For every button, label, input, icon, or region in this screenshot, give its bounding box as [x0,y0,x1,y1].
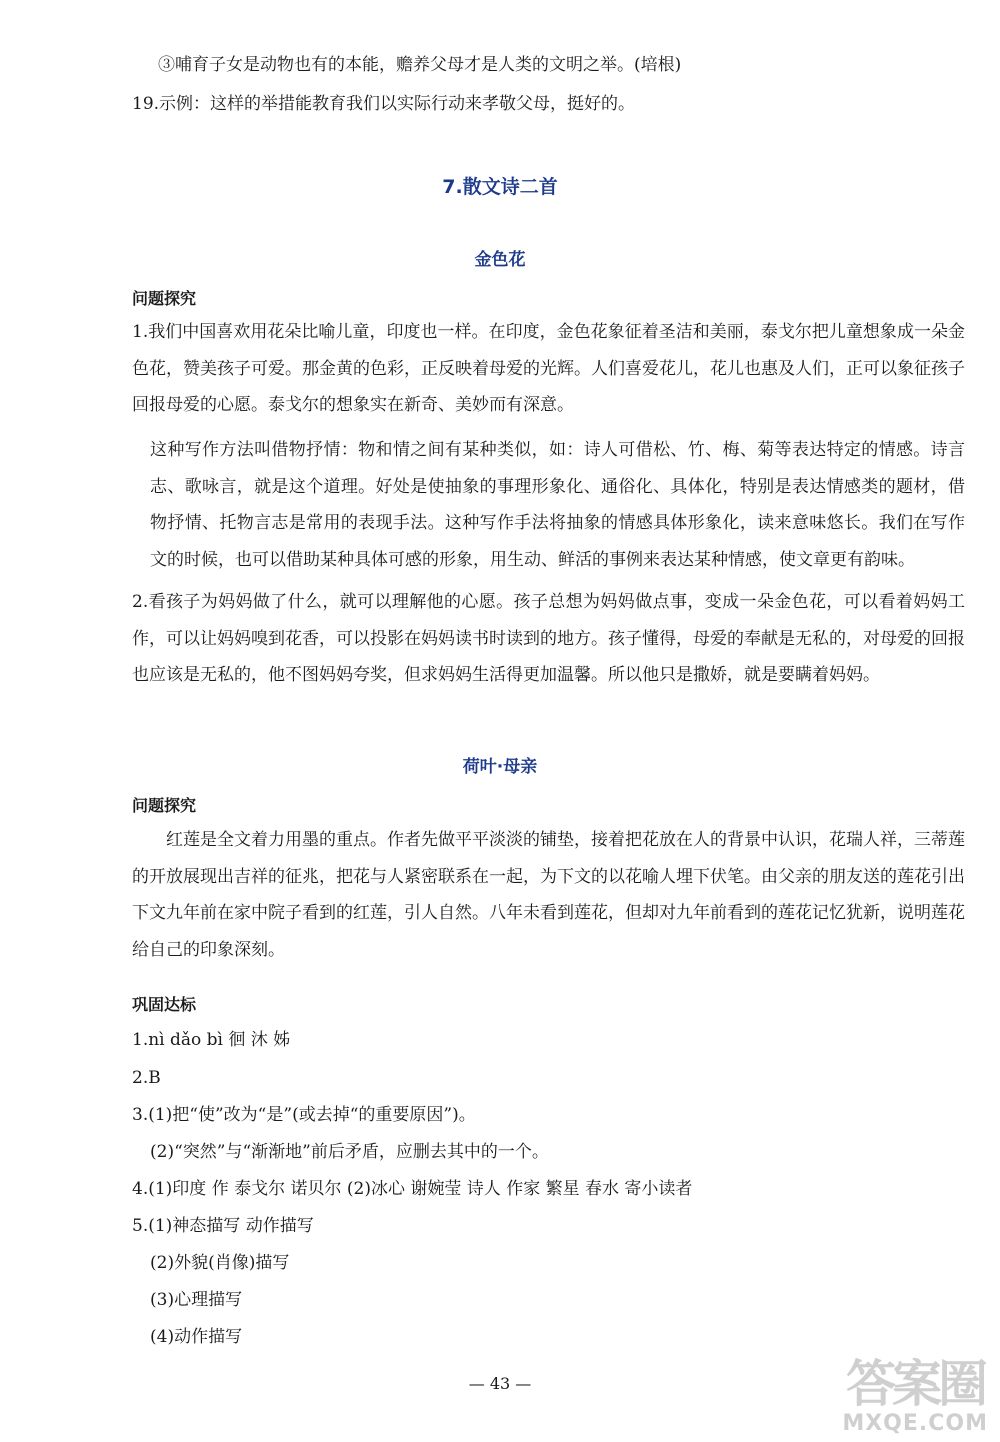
practice-answer-3-2: (2)“突然”与“渐渐地”前后矛盾，应删去其中的一个。 [150,1142,549,1162]
poem-title-lotus-mother: 荷叶·母亲 [462,757,538,777]
section-label-practice: 巩固达标 [132,995,197,1014]
watermark-url: MXQE.COM [842,1411,988,1436]
answer-2: 2.看孩子为妈妈做了什么，就可以理解他的心愿。孩子总想为妈妈做点事，变成一朵金色花，可以看着妈妈工作，可以让妈妈嗅到花香，可以投影在妈妈读书时读到的地方。孩子懂得，母爱的奉献是无私的，对母爱的回报也应该是无私的，他不图妈妈夸奖，但求妈妈生活得更加温馨。所以他只是撒娇，就是要瞒着妈妈。 [132,592,965,685]
practice-answer-5-3: (3)心理描写 [150,1290,243,1310]
quote-line: ③哺育子女是动物也有的本能，赡养父母才是人类的文明之举。(培根) [158,55,682,75]
lesson-title: 7.散文诗二首 [442,176,558,198]
watermark-logo [842,1357,988,1436]
practice-answer-2: 2.B [132,1068,161,1088]
practice-answer-5-1: 5.(1)神态描写 动作描写 [132,1216,314,1236]
practice-answer-5-4: (4)动作描写 [150,1327,243,1347]
practice-answer-5-2: (2)外貌(肖像)描写 [150,1253,290,1273]
answer-1: 1.我们中国喜欢用花朵比喻儿童，印度也一样。在印度，金色花象征着圣洁和美丽，泰戈尔把儿童想象成一朵金色花，赞美孩子可爱。那金黄的色彩，正反映着母爱的光辉。人们喜爱花儿，花儿也惠及人们，正可以象征孩子回报母爱的心愿。泰戈尔的想象实在新奇、美妙而有深意。 [132,322,965,415]
practice-answer-3-1: 3.(1)把“使”改为“是”(或去掉“的重要原因”)。 [132,1105,476,1125]
practice-answer-4: 4.(1)印度 作 泰戈尔 诺贝尔 (2)冰心 谢婉莹 诗人 作家 繁星 春水 寄小读者 [132,1179,693,1199]
answer-1-method: 这种写作方法叫借物抒情：物和情之间有某种类似，如：诗人可借松、竹、梅、菊等表达特定的情感。诗言志、歌咏言，就是这个道理。好处是使抽象的事理形象化、通俗化、具体化，特别是表达情感类的题材，借物抒情、托物言志是常用的表现手法。这种写作手法将抽象的情感具体形象化，读来意味悠长。我们在写作文的时候，也可以借助某种具体可感的形象，用生动、鲜活的事例来表达某种情感，使文章更有韵味。 [150,440,965,570]
section-label-inquiry-2: 问题探究 [132,796,197,815]
practice-answer-1: 1.nì dǎo bì 徊 沐 姊 [132,1030,291,1050]
watermark-top: 答案圈 [846,1355,985,1413]
lotus-answer: 红莲是全文着力用墨的重点。作者先做平平淡淡的铺垫，接着把花放在人的背景中认识，花瑞人祥，三蒂莲的开放展现出吉祥的征兆，把花与人紧密联系在一起，为下文的以花喻人埋下伏笔。由父亲的朋友送的莲花引出下文九年前在家中院子看到的红莲，引人自然。八年未看到莲花，但却对九年前看到的莲花记忆犹新，说明莲花给自己的印象深刻。 [132,830,965,960]
page-number: — 43 — [468,1374,532,1393]
section-label-inquiry: 问题探究 [132,289,197,308]
answer-19: 19.示例：这样的举措能教育我们以实际行动来孝敬父母，挺好的。 [132,94,636,114]
poem-title-golden-flower: 金色花 [474,250,526,270]
